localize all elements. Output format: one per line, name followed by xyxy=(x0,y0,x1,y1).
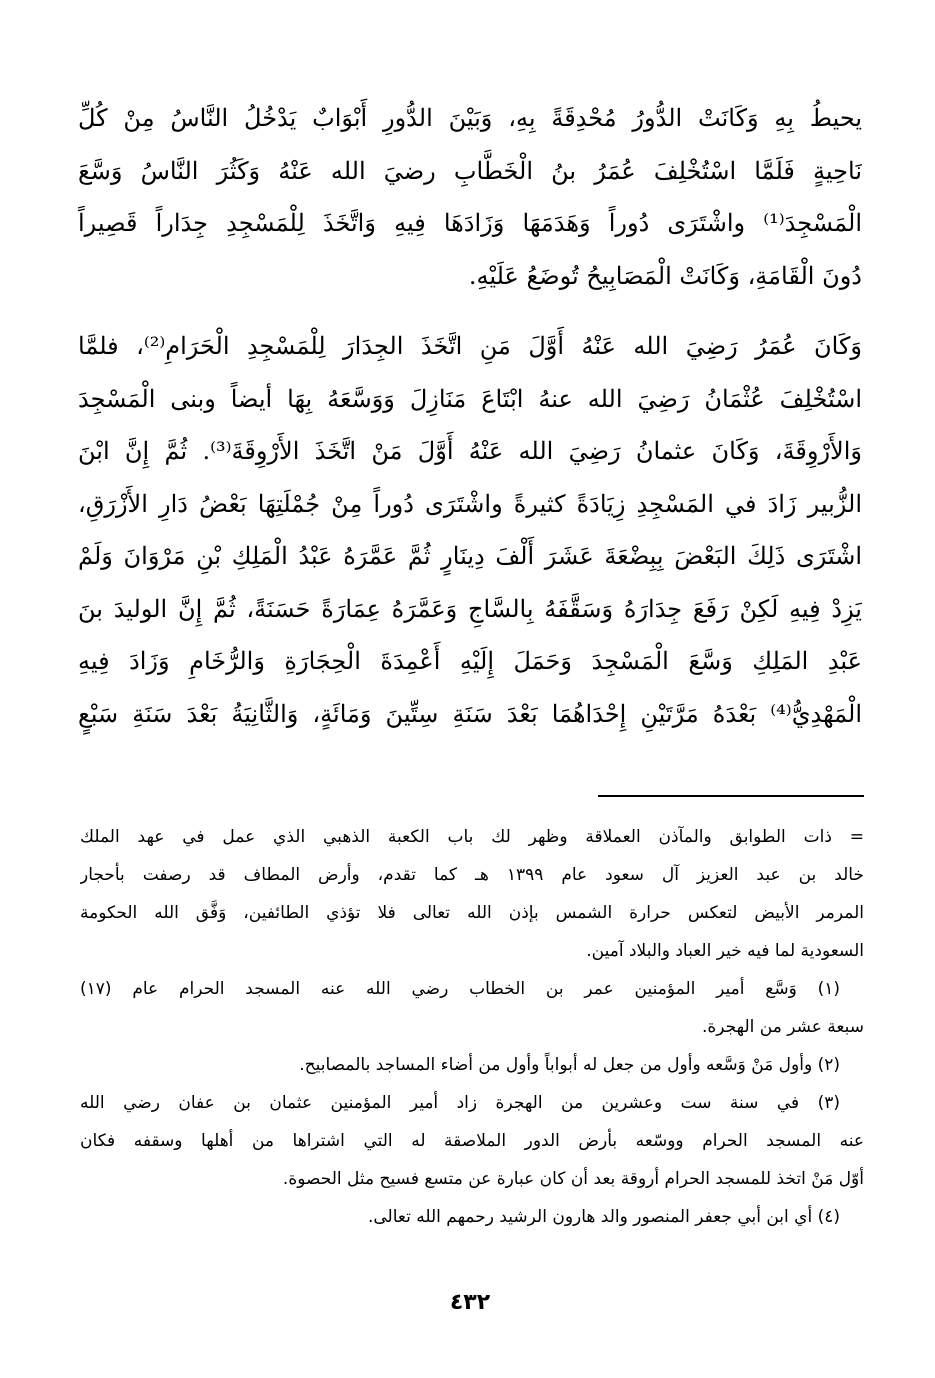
footnote-line: المرمر الأبيض لتعكس حرارة الشمس بإذن الله تعالى فلا تؤذي الطائفين، وَفَّق الله الحكومة xyxy=(80,903,864,923)
footnote-separator xyxy=(598,795,864,797)
paragraph-gap xyxy=(78,302,862,320)
footnote-3: (٣) في سنة ست وعشرين من الهجرة زاد أمير المؤمنين عثمان بن عفان رضي الله xyxy=(80,1093,840,1113)
text-line: الْمَسْجِدَ⁽¹⁾ واشْتَرَى دُوراً وَهَدَمَهَا وَزَادَهَا فِيهِ وَاتَّخَذَ لِلْمَسْجِدِ جِدَاراً قَصِيراً xyxy=(78,209,862,237)
text-line: وَالأَرْوِقَةَ، وَكَانَ عثمانُ رَضِيَ الله عَنْهُ أَوَّلَ مَنْ اتَّخَذَ الأَرْوِقَةَ⁽³⁾. ثُمَّ إِنَّ ابْنَ xyxy=(78,437,862,465)
text-line: اسْتُخْلِفَ عُثْمَانُ رَضِيَ الله عنهُ ابْتَاعَ مَنَازِلَ وَوَسَّعَهُ بِهَا أيضاً وبنى الْمَسْجِدَ xyxy=(78,384,862,413)
text-line: الزُّبير زَادَ في المَسْجِدِ زِيَادَةً كثيرةً واشْتَرَى دُوراً مِنْ جُمْلَتِهَا بَعْضُ دَارِ الأَزْرَقِ، xyxy=(78,489,862,518)
footnote-4: (٤) أي ابن أبي جعفر المنصور والد هارون الرشيد رحمهم الله تعالى. xyxy=(367,1207,840,1227)
footnote-line: السعودية لما فيه خير العباد والبلاد آمين. xyxy=(586,941,864,961)
text-line: نَاحِيةٍ فَلَمَّا اسْتُخْلِفَ عُمَرُ بنُ الْخَطَّابِ رضيَ الله عَنْهُ وَكَثُرَ النَّاسُ وَسَّعَ xyxy=(78,156,862,185)
text-line: يَزِدْ فِيهِ لَكِنْ رَفَعَ جِدَارَهُ وَسَقَّفَهُ بِالسَّاجِ وَعَمَّرَهُ عِمَارَةً حَسَنَةً، ثُمَّ إِنَّ الوليدَ بنَ xyxy=(78,594,862,623)
footnotes xyxy=(80,818,864,1236)
page-number: ٤٣٢ xyxy=(449,1290,491,1315)
footnote-line: سبعة عشر من الهجرة. xyxy=(701,1017,864,1037)
text-line: وَكَانَ عُمَرُ رَضِيَ الله عَنْهُ أَوَّلَ مَنِ اتَّخَذَ الجِدَارَ لِلْمَسْجِدِ الْحَرَامِ⁽²⁾، فلمَّا xyxy=(78,332,862,360)
footnote-1: (١) وَسَّع أمير المؤمنين عمر بن الخطاب رضي الله عنه المسجد الحرام عام (١٧) xyxy=(80,979,840,999)
footnote-2: (٢) وأول مَنْ وَسَّعه وأول من جعل له أبواباً وأول من أضاء المساجد بالمصابيح. xyxy=(299,1055,840,1075)
main-text-body xyxy=(78,92,862,740)
footnote-line: عنه المسجد الحرام ووسّعه بأرض الدور الملاصقة له التي اشتراها من أهلها وسقفه فكان xyxy=(80,1131,864,1151)
footnote-line: خالد بن عبد العزيز آل سعود عام ١٣٩٩ هـ كما تقدم، وأرض المطاف قد رصفت بأحجار xyxy=(80,865,864,885)
footnote-line: أوّل مَنْ اتخذ للمسجد الحرام أروقة بعد أن كان عبارة عن متسع فسيح مثل الحصوة. xyxy=(282,1169,864,1189)
text-line: عَبْدِ المَلِكِ وَسَّعَ الْمَسْجِدَ وَحَمَلَ إِلَيْهِ أَعْمِدَةَ الْحِجَارَةِ وَالرُّخَامِ وَزَادَ فِيهِ xyxy=(78,647,862,675)
footnote-line: = ذات الطوابق والمآذن العملاقة وظهر لك باب الكعبة الذهبي الذي عمل في عهد الملك xyxy=(80,827,864,847)
text-line: اشْتَرَى ذَلِكَ البَعْضَ بِبِضْعَةَ عَشَرَ أَلْفَ دِينَارٍ ثُمَّ عَمَّرَهُ عَبْدُ الْمَلِكِ بْنِ مَرْوَانَ وَلَمْ xyxy=(78,542,862,570)
text-line: الْمَهْدِيُّ⁽⁴⁾ بَعْدَهُ مَرَّتَيْنِ إِحْدَاهُمَا بَعْدَ سَنَةِ سِتِّينَ وَمَائَةٍ، وَالثَّانِيَةُ بَعْدَ سَنَةِ سَبْعٍ xyxy=(78,699,862,728)
text-line: يحيطُ بِهِ وَكَانَتْ الدُّورُ مُحْدِقَةً بِهِ، وَبَيْنَ الدُّورِ أَبْوَابٌ يَدْخُلُ النَّاسُ مِنْ كُلِّ xyxy=(78,104,862,132)
text-line: دُونَ الْقَامَةِ، وَكَانَتْ الْمَصَابِيحُ تُوضَعُ عَلَيْهِ. xyxy=(468,261,862,290)
